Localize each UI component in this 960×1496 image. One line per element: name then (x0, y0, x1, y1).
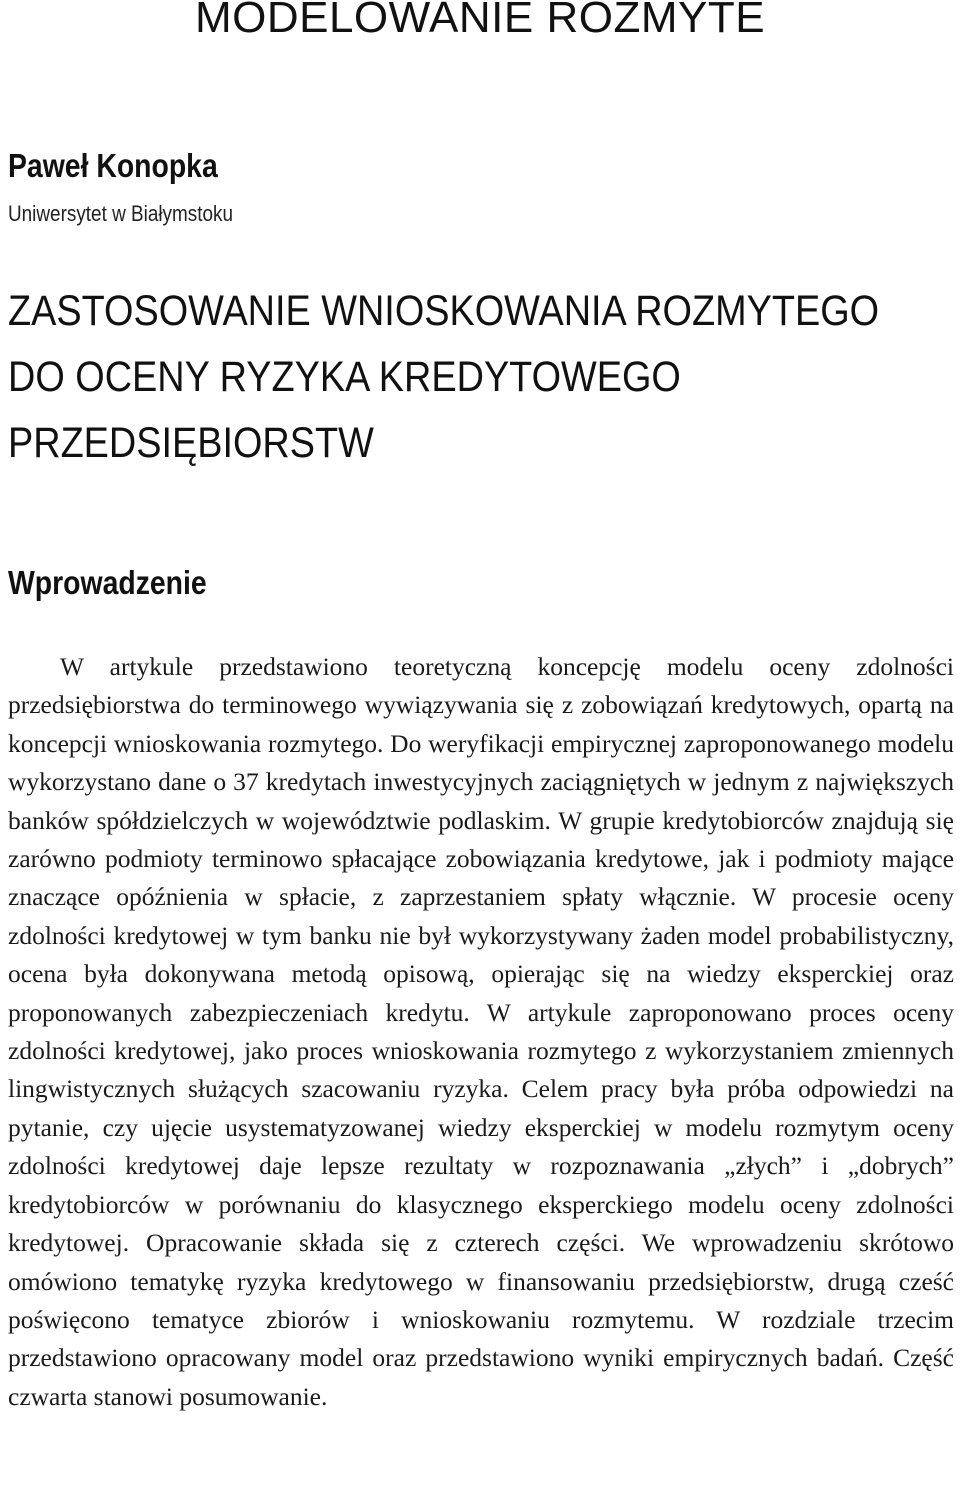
paper-title (8, 278, 879, 476)
author-name: Paweł Konopka (8, 147, 218, 184)
section-heading: Wprowadzenie (8, 564, 207, 601)
paper-title-line-3: PRZEDSIĘBIORSTW (8, 419, 374, 467)
introduction-paragraph: W artykule przedstawiono teoretyczną koncepcję modelu oceny zdolności przedsiębiorstwa do terminowego wywiązywania się z zobowiązań kredytowych, opartą na koncepcji wnioskowania rozmytego. Do weryfikacji empirycznej zaproponowanego modelu wykorzystano dane o 37 kredytach inwestycyjnych zaciągniętych w jednym z największych banków spółdzielczych w województwie podlaskim. W grupie kredytobiorców znajdują się zarówno podmioty terminowo spłacające zobowiązania kredytowe, jak i podmioty mające znaczące opóźnienia w spłacie, z zaprzestaniem spłaty włącznie. W procesie oceny zdolności kredytowej w tym banku nie był wykorzystywany żaden model probabilistyczny, ocena była dokonywana metodą opisową, opierając się na wiedzy eksperckiej oraz proponowanych zabezpieczeniach kredytu. W artykule zaproponowano proces oceny zdolności kredytowej, jako proces wnioskowania rozmytego z wykorzystaniem zmiennych lingwistycznych służących szacowaniu ryzyka. Celem pracy była próba odpowiedzi na pytanie, czy ujęcie usystematyzowanej wiedzy eksperckiej w modelu rozmytym oceny zdolności kredytowej daje lepsze rezultaty w rozpoznawania „złych” i „dobrych” kredytobiorców w porównaniu do klasycznego eksperckiego modelu oceny zdolności kredytowej. Opracowanie składa się z czterech części. We wprowadzeniu skrótowo omówiono tematykę ryzyka kredytowego w finansowaniu przedsiębiorstw, drugą cześć poświęcono tematyce zbiorów i wnioskowaniu rozmytemu. W rozdziale trzecim przedstawiono opracowany model oraz przedstawiono wyniki empirycznych badań. Część czwarta stanowi posumowanie. (8, 652, 954, 1411)
author-affiliation: Uniwersytet w Białymstoku (8, 201, 234, 226)
paper-title-line-1: ZASTOSOWANIE WNIOSKOWANIA ROZMYTEGO (8, 287, 880, 335)
running-title: MODELOWANIE ROZMYTE (194, 0, 766, 42)
paper-title-line-2: DO OCENY RYZYKA KREDYTOWEGO (8, 353, 681, 401)
